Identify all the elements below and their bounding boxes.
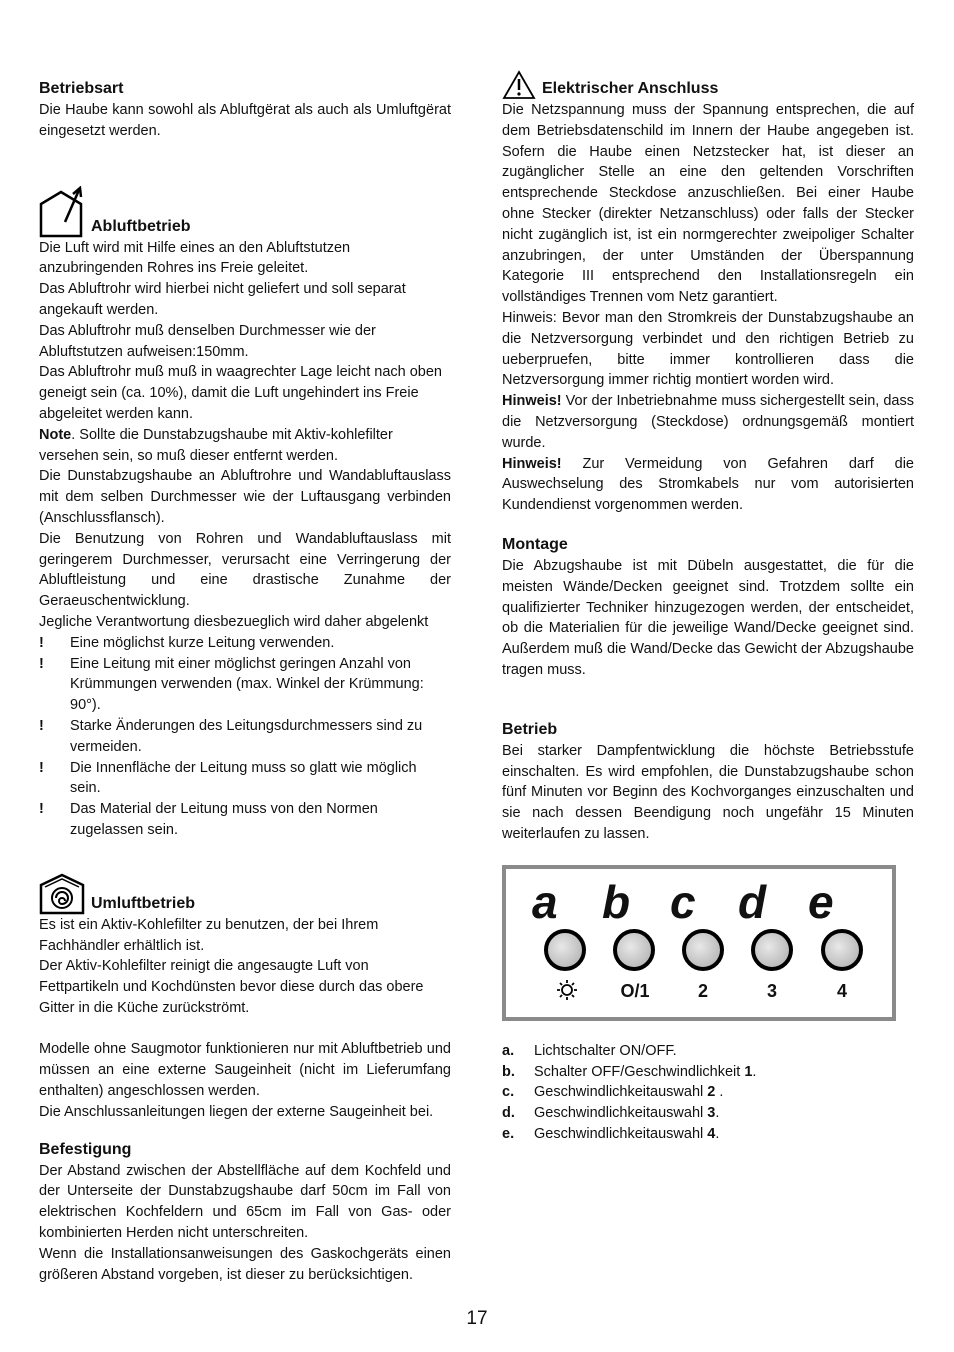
abluft-p5: Die Dunstabzugshaube an Abluftrohre und Wandabluftauslass mit dem selben Durchmesser wie der Luftausgang verbinden (Anschlussflansch). bbox=[39, 468, 451, 526]
elektrisch-heading-row bbox=[502, 70, 914, 100]
panel-letter-d: d bbox=[738, 875, 767, 928]
speed-4-button[interactable] bbox=[821, 929, 863, 971]
list-item bbox=[39, 654, 451, 716]
befestigung-heading: Befestigung bbox=[39, 1140, 132, 1158]
speed-3-button[interactable] bbox=[751, 929, 793, 971]
light-bulb-icon bbox=[556, 979, 578, 1001]
legend-text: Lichtschalter ON/OFF. bbox=[534, 1042, 677, 1059]
hinweis-text: Zur Vermeidung von Gefahren darf die Auswechselung des Stromkabels nur vom autorisierten Kundendienst vorgenommen werden. bbox=[502, 455, 914, 514]
umluft-p1: Es ist ein Aktiv-Kohlefilter zu benutzen, der bei Ihrem Fachhändler erhältlich ist. bbox=[39, 916, 379, 954]
legend-item bbox=[502, 1082, 914, 1103]
note-label: Note bbox=[39, 426, 72, 443]
legend-item bbox=[502, 1062, 914, 1083]
befestigung-p2: Wenn die Installationsanweisungen des Gaskochgeräts einen größeren Abstand vorgeben, ist dieser zu berücksichtigen. bbox=[39, 1245, 451, 1283]
umluft-p3: Modelle ohne Saugmotor funktionieren nur mit Abluftbetrieb und müssen an eine externe Saugeinheit (nicht im Lieferumfang enthalten) angeschlossen werden. bbox=[39, 1041, 451, 1100]
exclamation-mark: ! bbox=[39, 801, 44, 818]
bullet-text: Die Innenfläche der Leitung muss so glatt wie möglich sein. bbox=[70, 759, 417, 797]
page-number: 17 bbox=[466, 1308, 488, 1329]
abluft-p3: Das Abluftrohr muß denselben Durchmesser wie der Abluftstutzen aufweisen:150mm. bbox=[39, 322, 376, 360]
abluft-p7: Jegliche Verantwortung diesbezueglich wird daher abgelenkt bbox=[39, 613, 429, 630]
abluft-heading-row bbox=[39, 186, 451, 238]
control-panel bbox=[502, 865, 896, 1021]
exhaust-house-icon bbox=[39, 186, 85, 238]
umluft-p2: Der Aktiv-Kohlefilter reinigt die angesaugte Luft von Fettpartikeln und Kochdünsten bevor diese durch das obere Gitter in die Küche zurückströmt. bbox=[39, 958, 424, 1016]
legend-key: e. bbox=[502, 1125, 515, 1142]
legend-item bbox=[502, 1103, 914, 1124]
abluft-p6: Die Benutzung von Rohren und Wandabluftauslass mit geringerem Durchmesser, verursacht eine Verringerung der Abluftleistung und eine drastische Zunahme der Geraeuschentwicklung. bbox=[39, 530, 451, 610]
legend-text: Geschwindlichkeitauswahl bbox=[534, 1105, 708, 1122]
umluft-heading: Umluftbetrieb bbox=[91, 894, 195, 912]
legend-text: Geschwindlichkeitauswahl bbox=[534, 1125, 708, 1142]
panel-letter-a: a bbox=[532, 875, 558, 928]
legend-text: Schalter OFF/Geschwindlichkeit bbox=[534, 1063, 745, 1080]
befestigung-p1: Der Abstand zwischen der Abstellfläche auf dem Kochfeld und der Unterseite der Dunstabzugshaube darf 50cm im Fall von elektrischen Kochfeldern und 65cm im Fall von Gas- oder kombinierten Herden nicht unterschreiten. bbox=[39, 1162, 451, 1242]
button-legend bbox=[502, 1041, 914, 1145]
legend-key: a. bbox=[502, 1042, 515, 1059]
elektrisch-heading: Elektrischer Anschluss bbox=[542, 80, 719, 97]
note-text: . Sollte die Dunstabzugshaube mit Aktiv-kohlefilter versehen sein, so muß dieser entfernt werden. bbox=[39, 426, 393, 464]
montage-heading: Montage bbox=[502, 535, 568, 553]
betrieb-heading: Betrieb bbox=[502, 720, 558, 738]
betriebsart-heading: Betriebsart bbox=[39, 80, 124, 97]
bullet-text: Das Material der Leitung muss von den Normen zugelassen sein. bbox=[70, 801, 378, 838]
list-item bbox=[39, 633, 451, 654]
panel-letter-c: c bbox=[670, 875, 696, 928]
legend-key: c. bbox=[502, 1084, 515, 1101]
legend-bold: 3 bbox=[707, 1105, 716, 1122]
list-item bbox=[39, 758, 451, 800]
legend-text: Geschwindlichkeitauswahl bbox=[534, 1084, 708, 1101]
legend-tail: . bbox=[752, 1063, 757, 1080]
panel-letter-b: b bbox=[602, 875, 631, 928]
panel-letter-e: e bbox=[808, 875, 834, 928]
legend-bold: 1 bbox=[744, 1063, 753, 1080]
hinweis-label: Hinweis! bbox=[502, 393, 562, 410]
elektrisch-p1: Die Netzspannung muss der Spannung entsprechen, die auf dem Betriebsdatenschild im Innern der Haube angegeben ist. Sofern die Haube einen Netzstecker hat, ist dieser an zugänglicher Stelle an eine den geltenden Vorschriften entsprechende Steckdose anzuschließen. Bei einer Haube ohne Stecker (direkter Netzanschluss) oder falls der Stecker nicht zugänglich ist, ist ein normgerechter zweipoliger Schalter anzubringen, der unter Umständen der Überspannung Kategorie III entsprechend den Installationsregeln ein vollständiges Trennen vom Netz garantiert. bbox=[502, 102, 914, 306]
abluft-bullets bbox=[39, 633, 451, 841]
legend-key: b. bbox=[502, 1063, 515, 1080]
speed-2-button[interactable] bbox=[682, 929, 724, 971]
exclamation-mark: ! bbox=[39, 717, 44, 734]
right-column bbox=[502, 78, 914, 1145]
speed-2-label: 2 bbox=[697, 980, 708, 1001]
elektrisch-hinweis-1 bbox=[502, 391, 914, 453]
hinweis-label: Hinweis! bbox=[502, 455, 562, 472]
abluft-p2: Das Abluftrohr wird hierbei nicht geliefert und soll separat angekauft werden. bbox=[39, 281, 406, 318]
bullet-text: Eine Leitung mit einer möglichst geringen Anzahl von Krümmungen verwenden (max. Winkel der Krümmung: 90°). bbox=[70, 655, 424, 714]
legend-bold: 4 bbox=[707, 1125, 716, 1142]
legend-item bbox=[502, 1041, 914, 1062]
legend-key: d. bbox=[502, 1105, 515, 1122]
bullet-text: Starke Änderungen des Leitungsdurchmessers sind zu vermeiden. bbox=[70, 717, 423, 755]
umluft-heading-row bbox=[39, 873, 451, 915]
exclamation-mark: ! bbox=[39, 634, 44, 651]
list-item bbox=[39, 716, 451, 758]
legend-item bbox=[502, 1124, 914, 1145]
exclamation-mark: ! bbox=[39, 655, 44, 672]
recirculation-house-icon bbox=[39, 873, 85, 915]
umluft-p4: Die Anschlussanleitungen liegen der externe Saugeinheit bei. bbox=[39, 1103, 434, 1120]
bullet-text: Eine möglichst kurze Leitung verwenden. bbox=[70, 634, 335, 651]
legend-tail: . bbox=[715, 1084, 724, 1101]
elektrisch-hinweis-2 bbox=[502, 454, 914, 516]
betriebsart-text: Die Haube kann sowohl als Abluftgërat als auch als Umluftgërat eingesetzt werden. bbox=[39, 102, 451, 139]
abluft-p1: Die Luft wird mit Hilfe eines an den Abluftstutzen anzubringenden Rohres ins Freie geleitet. bbox=[39, 239, 351, 277]
legend-tail: . bbox=[715, 1125, 720, 1142]
left-column bbox=[39, 78, 451, 1285]
legend-bold: 2 bbox=[707, 1084, 716, 1101]
montage-p1: Die Abzugshaube ist mit Dübeln ausgestattet, die für die meisten Wände/Decken geeignet sind. Trotzdem sollte ein qualifizierter Techniker hinzugezogen werden, der entscheidet, ob die Materialien für die jeweilige Wand/Decke geeignet sind. Außerdem muß die Wand/Decke das Gewicht der Abzugshaube tragen muss. bbox=[502, 557, 914, 678]
abluft-note bbox=[39, 425, 451, 467]
light-button[interactable] bbox=[544, 929, 586, 971]
list-item bbox=[39, 799, 451, 841]
legend-tail: . bbox=[715, 1105, 720, 1122]
speed-3-label: 3 bbox=[766, 980, 777, 1001]
elektrisch-p2: Hinweis: Bevor man den Stromkreis der Dunstabzugshaube an die Netzversorgung verbindet und den richtigen Betrieb zu ueberpruefen, bitte immer kontrollieren dass die Netzversorgung immer richtig montiert worden wird. bbox=[502, 309, 914, 389]
betrieb-p1: Bei starker Dampfentwicklung die höchste Betriebsstufe einschalten. Es wird empfohlen, die Dunstabzugshaube schon fünf Minuten vor Beginn des Kochvorganges einzuschalten und sie nach dessen Beendigung noch ungefähr 15 Minuten weiterlaufen zu lassen. bbox=[502, 742, 914, 842]
power-button[interactable] bbox=[613, 929, 655, 971]
power-button-label: O/1 bbox=[620, 980, 650, 1001]
warning-triangle-icon bbox=[502, 70, 536, 100]
speed-4-label: 4 bbox=[836, 980, 847, 1001]
abluft-p4: Das Abluftrohr muß muß in waagrechter Lage leicht nach oben geneigt sein (ca. 10%), damit die Luft ungehindert ins Freie abgeleitet werden kann. bbox=[39, 364, 442, 422]
abluft-heading: Abluftbetrieb bbox=[91, 217, 191, 235]
hinweis-text: Vor der Inbetriebnahme muss sichergestellt sein, dass die Netzversorgung (Steckdose) ordnungsgemäß montiert wurde. bbox=[502, 393, 914, 451]
exclamation-mark: ! bbox=[39, 759, 44, 776]
